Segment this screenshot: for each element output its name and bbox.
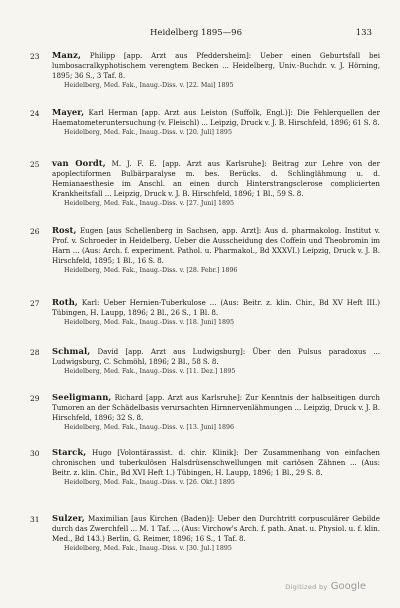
dissertation-note: Heidelberg, Med. Fak., Inaug.-Diss. v. [28. Febr.] 1896 [64,266,238,274]
dissertation-note: Heidelberg, Med. Fak., Inaug.-Diss. v. [27. Juni] 1895 [64,199,234,207]
watermark-prefix: Digitized by [285,583,328,591]
entry-number: 24 [30,109,40,118]
entry-26 [30,226,380,275]
dissertation-note: Heidelberg, Med. Fak., Inaug.-Diss. v. [18. Juni] 1895 [64,318,234,326]
entry-24 [30,108,380,137]
entry-text: Karl Herman [app. Arzt aus Leiston (Suffolk, Engl.)]: Die Fehlerquellen der Haematometeruntersuchung (v. Fleischl) ... Leipzig, Druck v. J. B. Hirschfeld, 1896; 61 S. 8. [52,108,380,127]
author-name: Mayer, [52,107,85,117]
entry-number: 30 [30,449,40,458]
author-name: Schmal, [52,346,91,356]
author-name: Rost, [52,225,77,235]
entry-29 [30,393,380,432]
author-name: Sulzer, [52,513,85,523]
dissertation-note: Heidelberg, Med. Fak., Inaug.-Diss. v. [22. Mai] 1895 [64,81,234,89]
author-name: Starck, [52,447,87,457]
author-name: van Oordt, [52,158,106,168]
entry-number: 28 [30,348,40,357]
entry-23 [30,51,380,90]
entry-number: 31 [30,515,40,524]
entry-number: 26 [30,227,40,236]
page-header [150,28,372,40]
running-title: Heidelberg 1895—96 [150,28,242,38]
author-name: Seeligmann, [52,392,112,402]
entry-number: 27 [30,299,40,308]
entry-text: M. J. F. E. [app. Arzt aus Karlsruhe]: Beitrag zur Lehre von der apoplectiformen Bulbärparalyse m. bes. Berücks. d. Schlinglähmung u. d. Hemianaesthesie im Anschl. an einen durch Hinterstrangsclerose complicierten Krankheitsfall ... Leipzig, Druck v. J. B. Hirschfeld, 1896; 1 Bl., 59 S. 8. [52,159,380,198]
entry-31 [30,514,380,553]
author-name: Roth, [52,297,78,307]
page-number: 133 [355,28,372,38]
author-name: Manz, [52,50,81,60]
entry-text: Karl: Ueber Hernien-Tuberkulose ... (Aus: Beitr. z. klin. Chir., Bd XV Heft III.) Tübingen, H. Laupp, 1896; 2 Bl., 26 S., 1 Bl. 8. [52,298,380,317]
dissertation-note: Heidelberg, Med. Fak., Inaug.-Diss. v. [26. Okt.] 1895 [64,478,235,486]
entry-text: Maximilian [aus Kirchen (Baden)]: Ueber den Durchtritt corpusculärer Gebilde durch das Zwerchfell ... M. 1 Taf. ... (Aus: Virchow's Arch. f. path. Anat. u. Physiol. u. f. klin. Med., Bd 143.) Berlin, G. Reimer, 1896; 16 S., 1 Taf. 8. [52,514,380,543]
entry-text: Philipp [app. Arzt aus Pfeddersheim]: Ueber einen Geburtsfall bei lumbosacralkyphotischem verengtem Becken ... Heidelberg, Univ.-Buchdr. v. J. Hörning, 1895; 36 S., 3 Taf. 8. [52,51,380,80]
dissertation-note: Heidelberg, Med. Fak., Inaug.-Diss. v. [11. Dez.] 1895 [64,367,236,375]
entry-number: 23 [30,52,40,61]
entry-number: 29 [30,394,40,403]
digitized-watermark [285,581,366,592]
dissertation-note: Heidelberg, Med. Fak., Inaug.-Diss. v. [30. Jul.] 1895 [64,544,232,552]
dissertation-note: Heidelberg, Med. Fak., Inaug.-Diss. v. [13. Juni] 1896 [64,423,234,431]
watermark-brand: Google [330,581,366,592]
entry-number: 25 [30,160,40,169]
dissertation-note: Heidelberg, Med. Fak., Inaug.-Diss. v. [20. Juli] 1895 [64,128,232,136]
entry-27 [30,298,380,327]
entry-30 [30,448,380,487]
entry-text: Hugo [Volontärassist. d. chir. Klinik]: Der Zusammenhang von einfachen chronischen und tuberkulösen Halsdrüsenschwellungen mit cariösen Zähnen ... (Aus: Beitr. z. klin. Chir., Bd XVI Heft 1.) Tübingen, H. Laupp, 1896; 1 Bl., 29 S. 8. [52,448,380,477]
entry-text: David [app. Arzt aus Ludwigsburg]: Über den Pulsus paradoxus ... Ludwigsburg, C. Schmöhl, 1896; 2 Bl., 58 S. 8. [52,347,380,366]
entry-text: Richard [app. Arzt aus Karlsruhe]: Zur Kenntnis der halbseitigen durch Tumoren an der Schädelbasis verursachten Hirnnervenlähmungen ... Leipzig, Druck v. J. B. Hirschfeld, 1896; 32 S. 8. [52,393,380,422]
entry-25 [30,159,380,208]
entry-text: Eugen [aus Schellenberg in Sachsen, app. Arzt]: Aus d. pharmakolog. Institut v. Prof. v. Schroeder in Heidelberg. Ueber die Ausscheidung des Coffein und Theobromin im Harn ... (Aus: Arch. f. experiment. Pathol. u. Pharmakol., Bd XXXVI.) Leipzig, Druck v. J. B. Hirschfeld, 1895; 1 Bl., 16 S. 8. [52,226,380,265]
entry-28 [30,347,380,376]
